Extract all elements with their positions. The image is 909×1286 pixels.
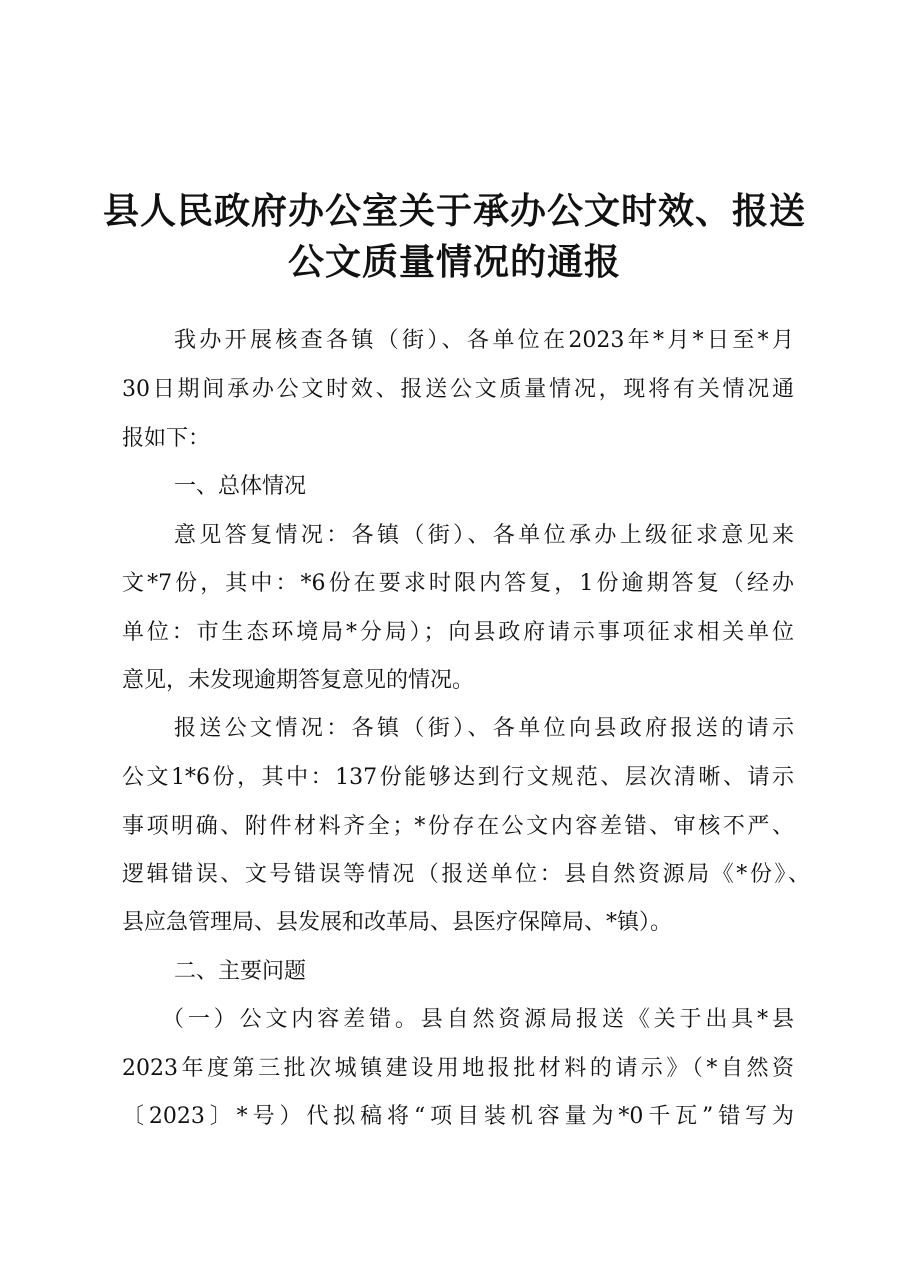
problem-1-line-1: （一）公文内容差错。县自然资源局报送《关于出具*县 (162, 1007, 794, 1032)
section-2-heading: 二、主要问题 (174, 959, 307, 984)
document-title-line-2: 公文质量情况的通报 (287, 242, 621, 283)
submission-line-2: 公文1*6份，其中：137份能够达到行文规范、层次清晰、请示 (122, 765, 794, 790)
problem-1-line-3: 〔2023〕*号）代拟稿将“项目装机容量为*0千瓦”错写为 (122, 1104, 794, 1129)
opinion-reply-line-1: 意见答复情况：各镇（街）、各单位承办上级征求意见来 (174, 523, 794, 548)
problem-1-line-2: 2023年度第三批次城镇建设用地报批材料的请示》（*自然资 (122, 1056, 794, 1081)
intro-line-3: 报如下： (122, 426, 211, 451)
intro-line-1: 我办开展核查各镇（街）、各单位在2023年*月*日至*月 (174, 328, 794, 353)
section-1-heading: 一、总体情况 (174, 474, 307, 499)
opinion-reply-line-4: 意见，未发现逾期答复意见的情况。 (122, 668, 475, 693)
opinion-reply-line-2: 文*7份，其中：*6份在要求时限内答复，1份逾期答复（经办 (122, 571, 794, 596)
document-title-line-1: 县人民政府办公室关于承办公文时效、报送 (102, 191, 806, 232)
submission-line-1: 报送公文情况：各镇（街）、各单位向县政府报送的请示 (174, 716, 794, 741)
intro-line-2: 30日期间承办公文时效、报送公文质量情况，现将有关情况通 (122, 377, 794, 402)
submission-line-4: 逻辑错误、文号错误等情况（报送单位：县自然资源局《*份》、 (122, 862, 810, 887)
submission-line-3: 事项明确、附件材料齐全；*份存在公文内容差错、审核不严、 (122, 814, 794, 839)
submission-line-5: 县应急管理局、县发展和改革局、县医疗保障局、*镇）。 (122, 910, 673, 935)
opinion-reply-line-3: 单位：市生态环境局*分局）；向县政府请示事项征求相关单位 (122, 620, 794, 645)
